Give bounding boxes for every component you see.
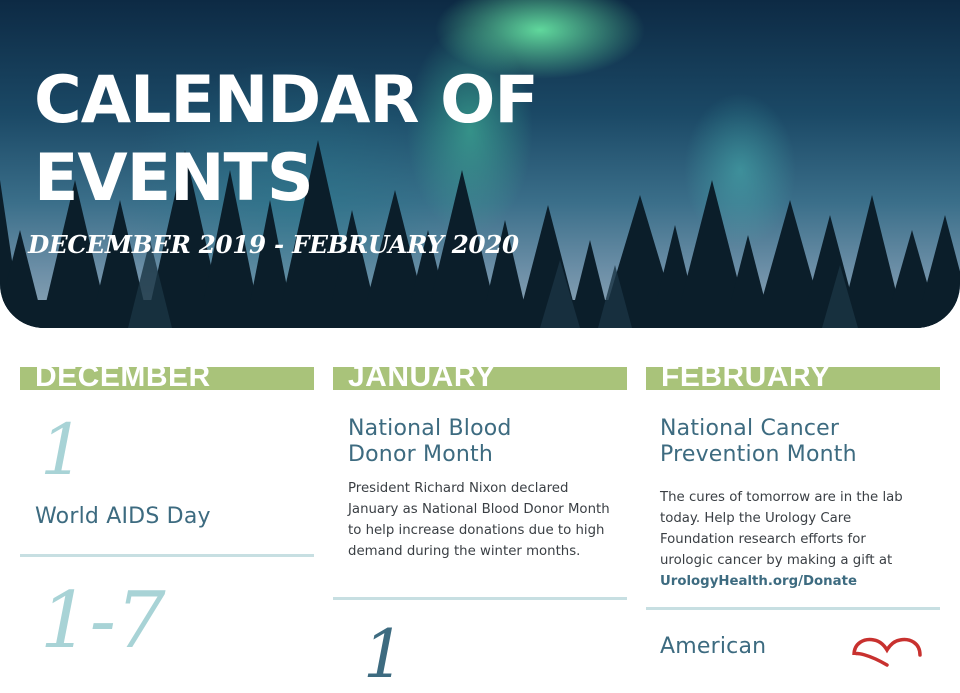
page-title: CALENDAR OF EVENTS xyxy=(34,63,538,216)
event-description xyxy=(660,487,910,592)
month-label: FEBRUARY xyxy=(661,367,831,390)
event-title-line: Donor Month xyxy=(348,442,493,467)
heart-icon xyxy=(850,637,924,667)
event-title-line: National Cancer xyxy=(660,416,840,441)
event-title xyxy=(348,416,512,468)
day-number: 1 xyxy=(363,616,405,693)
month-header xyxy=(333,367,627,390)
event-title-line: National Blood xyxy=(348,416,512,441)
column-february xyxy=(646,367,940,659)
divider xyxy=(646,607,940,610)
column-december xyxy=(20,367,314,666)
hero-banner xyxy=(0,0,960,328)
event-title: American xyxy=(660,634,767,659)
event-title: World AIDS Day xyxy=(35,504,211,529)
month-header xyxy=(646,367,940,390)
event-title xyxy=(660,416,857,468)
month-label: JANUARY xyxy=(348,367,496,390)
donate-link[interactable]: UrologyHealth.org/Donate xyxy=(660,574,857,589)
month-header xyxy=(20,367,314,390)
month-label: DECEMBER xyxy=(35,367,211,390)
event-title-line: Prevention Month xyxy=(660,442,857,467)
column-january xyxy=(333,367,627,693)
event-description: President Richard Nixon declared January as National Blood Donor Month to help increase donations due to high demand during the winter months. xyxy=(348,481,610,559)
day-number: 1 xyxy=(40,409,85,491)
divider xyxy=(20,554,314,557)
event-description-text: The cures of tomorrow are in the lab today. Help the Urology Care Foundation research efforts for urologic cancer by making a gift at xyxy=(660,490,903,568)
day-number: 1-7 xyxy=(40,576,166,666)
divider xyxy=(333,597,627,600)
date-range-subtitle: DECEMBER 2019 - FEBRUARY 2020 xyxy=(28,230,519,259)
